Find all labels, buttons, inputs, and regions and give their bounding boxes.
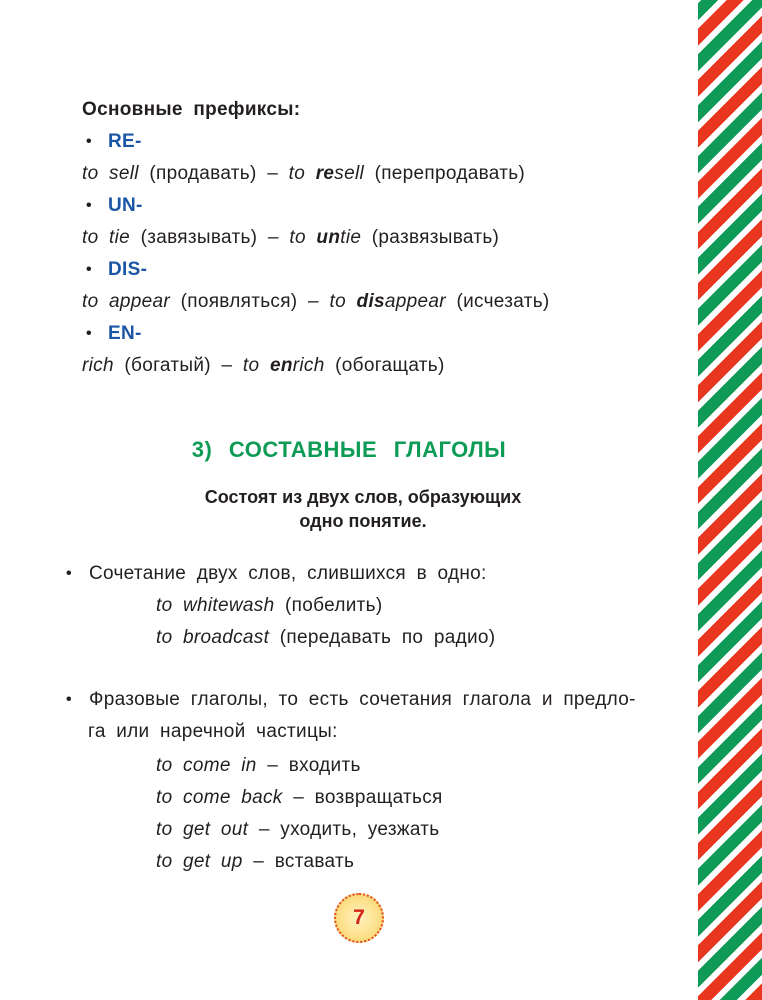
compound-example-ru: (передавать по радио) xyxy=(279,627,496,648)
bullet-icon: • xyxy=(86,325,92,342)
bullet-icon: • xyxy=(86,197,92,214)
prefix-item-en xyxy=(86,322,142,346)
example-dash: – xyxy=(221,355,233,376)
phrasal-example xyxy=(156,850,354,874)
example-verb-to: to xyxy=(82,163,99,184)
example-root-part: rich xyxy=(292,355,325,376)
compound-example xyxy=(156,594,382,618)
example-prefix-part: re xyxy=(315,163,335,184)
phrasal-example-en: to come back xyxy=(156,787,283,808)
phrasal-example-ru: уходить, уезжать xyxy=(280,819,440,840)
phrasal-example-dash: – xyxy=(293,787,305,808)
example-derived-translation: (перепродавать) xyxy=(374,163,526,184)
compound-item xyxy=(66,562,487,586)
compound-example-en: to broadcast xyxy=(156,627,270,648)
example-base-word: sell xyxy=(109,163,139,184)
phrasal-example-en: to get up xyxy=(156,851,243,872)
section-heading: 3) СОСТАВНЫЕ ГЛАГОЛЫ xyxy=(191,437,507,462)
prefix-example-re xyxy=(82,162,525,186)
phrasal-example-dash: – xyxy=(267,755,279,776)
compound-text: Сочетание двух слов, слившихся в одно: xyxy=(89,563,487,584)
example-derived-translation: (обогащать) xyxy=(335,355,445,376)
compound-example-en: to whitewash xyxy=(156,595,275,616)
phrasal-example-ru: вставать xyxy=(274,851,355,872)
example-dash: – xyxy=(267,163,279,184)
prefix-item-dis xyxy=(86,258,147,282)
example-derived-translation: (исчезать) xyxy=(456,291,550,312)
example-derived-to: to xyxy=(289,227,306,248)
prefix-label: RE- xyxy=(108,131,142,152)
phrasal-example xyxy=(156,818,440,842)
example-verb-to: to xyxy=(82,291,99,312)
example-root-part: appear xyxy=(384,291,446,312)
example-derived-word xyxy=(270,355,325,376)
phrasal-example-dash: – xyxy=(253,851,265,872)
phrasal-example xyxy=(156,786,443,810)
prefixes-title: Основные префиксы: xyxy=(82,99,301,120)
phrasal-example-ru: возвращаться xyxy=(314,787,443,808)
prefix-label: UN- xyxy=(108,195,143,216)
phrasal-example-en: to come in xyxy=(156,755,257,776)
phrasal-text-line1: Фразовые глаголы, то есть сочетания глагола и предло- xyxy=(89,689,636,710)
section-subtitle-line2: одно понятие. xyxy=(299,511,427,531)
bullet-icon: • xyxy=(86,261,92,278)
section-subtitle xyxy=(0,485,726,533)
example-derived-to: to xyxy=(288,163,306,184)
example-base-word: tie xyxy=(109,227,131,248)
prefix-example-un xyxy=(82,226,499,250)
example-dash: – xyxy=(308,291,319,312)
phrasal-text-line2: га или наречной частицы: xyxy=(88,721,338,742)
example-verb-to: to xyxy=(82,227,99,248)
example-derived-to: to xyxy=(329,291,346,312)
phrasal-example-dash: – xyxy=(258,819,270,840)
example-derived-to: to xyxy=(242,355,260,376)
example-base-translation: (богатый) xyxy=(124,355,211,376)
phrasal-example xyxy=(156,754,361,778)
example-base-translation: (появляться) xyxy=(180,291,298,312)
bullet-icon: • xyxy=(66,565,72,582)
example-base-word: rich xyxy=(82,355,114,376)
compound-example xyxy=(156,626,495,650)
example-base-translation: (завязывать) xyxy=(140,227,258,248)
example-prefix-part: un xyxy=(316,227,341,248)
example-base-translation: (продавать) xyxy=(149,163,257,184)
prefix-label: EN- xyxy=(108,323,142,344)
section-subtitle-line1: Состоят из двух слов, образующих xyxy=(204,487,522,507)
example-base-word: appear xyxy=(109,291,171,312)
example-derived-translation: (развязывать) xyxy=(371,227,500,248)
prefix-item-un xyxy=(86,194,143,218)
prefix-example-dis xyxy=(82,290,550,314)
example-prefix-part: en xyxy=(269,355,293,376)
prefix-label: DIS- xyxy=(108,259,148,280)
phrasal-example-ru: входить xyxy=(288,755,361,776)
compound-example-ru: (побелить) xyxy=(285,595,383,616)
phrasal-example-en: to get out xyxy=(156,819,249,840)
example-derived-word xyxy=(316,163,364,184)
example-derived-word xyxy=(357,291,446,312)
example-derived-word xyxy=(316,227,361,248)
bullet-icon: • xyxy=(86,133,92,150)
prefix-example-en xyxy=(82,354,445,378)
example-dash: – xyxy=(267,227,279,248)
example-root-part: sell xyxy=(334,163,364,184)
bullet-icon: • xyxy=(66,691,72,708)
page-number: 7 xyxy=(334,893,384,943)
prefix-item-re xyxy=(86,130,142,154)
phrasal-item xyxy=(66,688,636,712)
example-prefix-part: dis xyxy=(356,291,385,312)
example-root-part: tie xyxy=(340,227,362,248)
